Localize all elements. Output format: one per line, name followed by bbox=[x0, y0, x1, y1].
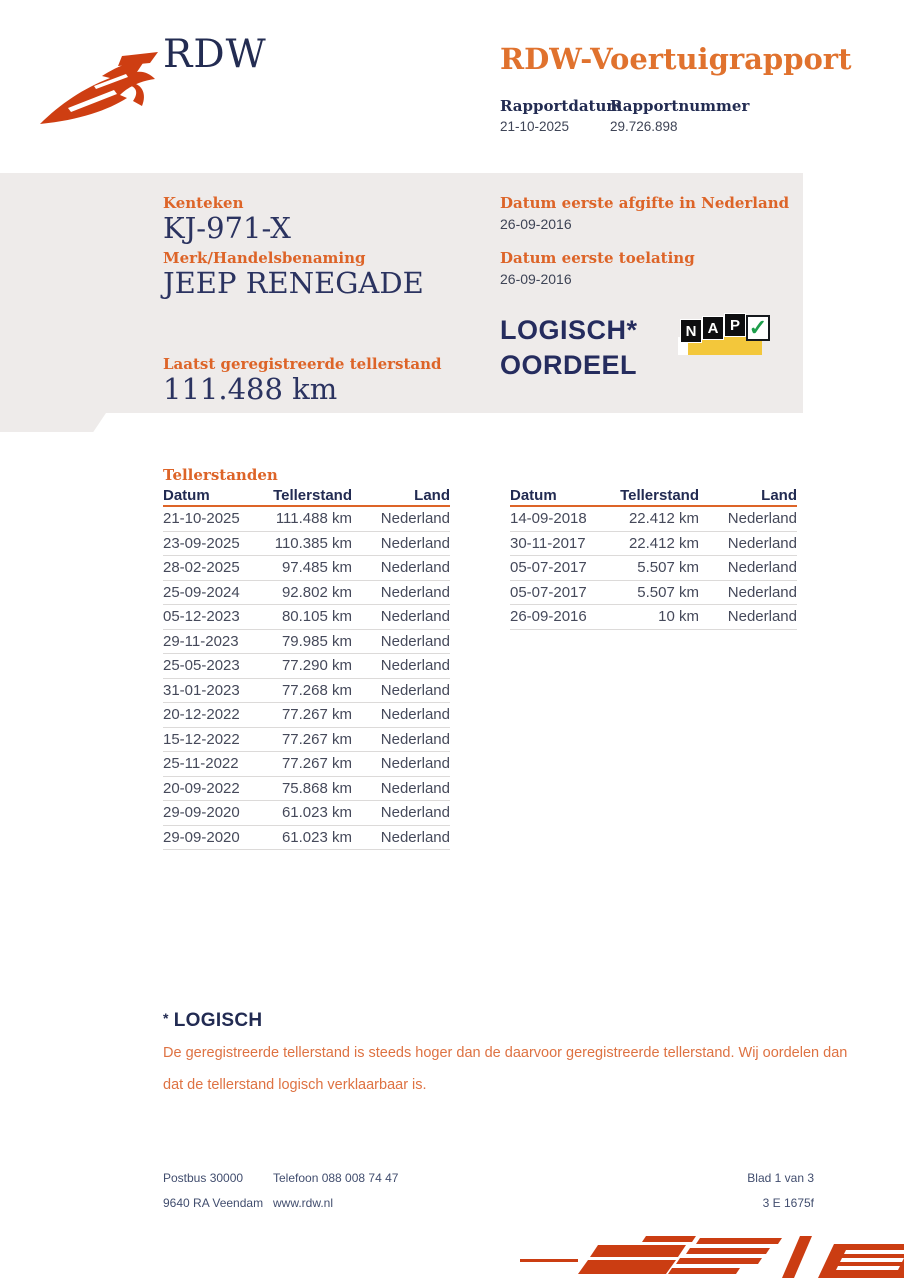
report-date-value: 21-10-2025 bbox=[500, 119, 570, 134]
laatste-tellerstand-value: 111.488 km bbox=[163, 372, 338, 406]
cell-tellerstand: 79.985 km bbox=[281, 632, 352, 650]
nap-letter-p: P bbox=[724, 313, 746, 337]
table-row bbox=[163, 605, 450, 630]
merk-value: JEEP RENEGADE bbox=[163, 266, 424, 300]
cell-datum: 25-09-2024 bbox=[163, 583, 240, 601]
cell-land: Nederland bbox=[727, 583, 797, 601]
header-land: Land bbox=[761, 487, 797, 504]
cell-land: Nederland bbox=[380, 828, 450, 846]
toelating-label: Datum eerste toelating bbox=[500, 249, 695, 267]
cell-tellerstand: 92.802 km bbox=[281, 583, 352, 601]
header-tellerstand: Tellerstand bbox=[273, 487, 352, 504]
table-row bbox=[510, 507, 797, 532]
table-row bbox=[163, 556, 450, 581]
footnote-explanation: De geregistreerde tellerstand is steeds hoger dan de daarvoor geregistreerde tellerstand. Wij oordelen dan dat de tellerstand logisch verklaarbaar is. bbox=[163, 1045, 848, 1093]
cell-land: Nederland bbox=[380, 583, 450, 601]
cell-land: Nederland bbox=[380, 706, 450, 724]
cell-datum: 05-07-2017 bbox=[510, 583, 587, 601]
cell-datum: 20-12-2022 bbox=[163, 706, 240, 724]
cell-datum: 23-09-2025 bbox=[163, 534, 240, 552]
cell-datum: 14-09-2018 bbox=[510, 510, 587, 528]
table-header bbox=[510, 487, 797, 507]
cell-tellerstand: 77.268 km bbox=[281, 681, 352, 699]
cell-land: Nederland bbox=[727, 534, 797, 552]
afgifte-label: Datum eerste afgifte in Nederland bbox=[500, 194, 790, 212]
page-title: RDW-Voertuigrapport bbox=[500, 42, 852, 76]
mileage-table-left bbox=[163, 487, 450, 850]
cell-land: Nederland bbox=[727, 608, 797, 626]
cell-datum: 25-05-2023 bbox=[163, 657, 240, 675]
kenteken-label: Kenteken bbox=[163, 194, 244, 212]
cell-land: Nederland bbox=[727, 510, 797, 528]
header-land: Land bbox=[414, 487, 450, 504]
cell-tellerstand: 61.023 km bbox=[281, 804, 352, 822]
judgment-verdict bbox=[500, 313, 638, 383]
table-row bbox=[510, 556, 797, 581]
cell-tellerstand: 75.868 km bbox=[281, 779, 352, 797]
cell-datum: 20-09-2022 bbox=[163, 779, 240, 797]
cell-datum: 15-12-2022 bbox=[163, 730, 240, 748]
cell-land: Nederland bbox=[380, 681, 450, 699]
rdw-wordmark: RDW bbox=[163, 32, 267, 77]
table-row bbox=[510, 605, 797, 630]
merk-label: Merk/Handelsbenaming bbox=[163, 249, 366, 267]
table-row bbox=[163, 728, 450, 753]
cell-land: Nederland bbox=[380, 657, 450, 675]
header-datum: Datum bbox=[163, 487, 210, 504]
footnote-asterisk: * bbox=[163, 1010, 169, 1026]
cell-datum: 25-11-2022 bbox=[163, 755, 239, 773]
cell-tellerstand: 80.105 km bbox=[281, 608, 352, 626]
nap-logo bbox=[678, 310, 774, 356]
table-row bbox=[163, 752, 450, 777]
toelating-value: 26-09-2016 bbox=[500, 271, 572, 287]
tellerstanden-section-title: Tellerstanden bbox=[163, 466, 278, 484]
cell-tellerstand: 110.385 km bbox=[274, 534, 352, 552]
cell-land: Nederland bbox=[727, 559, 797, 577]
cell-tellerstand: 77.267 km bbox=[281, 755, 352, 773]
judgment-line-2: OORDEEL bbox=[500, 350, 638, 380]
cell-datum: 31-01-2023 bbox=[163, 681, 240, 699]
cell-tellerstand: 77.267 km bbox=[281, 730, 352, 748]
table-row bbox=[163, 801, 450, 826]
table-row bbox=[163, 630, 450, 655]
table-row bbox=[163, 532, 450, 557]
cell-tellerstand: 22.412 km bbox=[628, 534, 699, 552]
cell-tellerstand: 5.507 km bbox=[637, 583, 699, 601]
footer-page-number: Blad 1 van 3 bbox=[747, 1171, 814, 1185]
cell-datum: 21-10-2025 bbox=[163, 510, 240, 528]
kenteken-value: KJ-971-X bbox=[163, 211, 291, 245]
cell-datum: 29-09-2020 bbox=[163, 804, 240, 822]
footer-website-link[interactable]: www.rdw.nl bbox=[273, 1196, 334, 1210]
report-number-label: Rapportnummer bbox=[610, 97, 750, 115]
table-row bbox=[163, 703, 450, 728]
cell-tellerstand: 111.488 km bbox=[275, 510, 352, 528]
cell-tellerstand: 22.412 km bbox=[628, 510, 699, 528]
report-number-value: 29.726.898 bbox=[610, 119, 678, 134]
cell-tellerstand: 77.267 km bbox=[281, 706, 352, 724]
footer-address-line2: 9640 RA Veendam bbox=[163, 1196, 264, 1210]
cell-land: Nederland bbox=[380, 779, 450, 797]
table-row bbox=[163, 581, 450, 606]
table-header bbox=[163, 487, 450, 507]
cell-land: Nederland bbox=[380, 608, 450, 626]
cell-land: Nederland bbox=[380, 510, 450, 528]
cell-land: Nederland bbox=[380, 559, 450, 577]
footnote-title bbox=[163, 1010, 262, 1032]
cell-datum: 28-02-2025 bbox=[163, 559, 240, 577]
cell-tellerstand: 10 km bbox=[658, 608, 699, 626]
panel-corner-tab bbox=[0, 413, 106, 432]
mileage-table-right bbox=[510, 487, 797, 630]
table-row bbox=[163, 826, 450, 851]
laatste-tellerstand-label: Laatst geregistreerde tellerstand bbox=[163, 355, 442, 373]
cell-tellerstand: 61.023 km bbox=[281, 828, 352, 846]
cell-datum: 29-09-2020 bbox=[163, 828, 240, 846]
judgment-line-1: LOGISCH* bbox=[500, 315, 638, 345]
header-tellerstand: Tellerstand bbox=[620, 487, 699, 504]
afgifte-value: 26-09-2016 bbox=[500, 216, 572, 232]
footer-stripes-graphic bbox=[520, 1236, 904, 1280]
cell-datum: 26-09-2016 bbox=[510, 608, 587, 626]
nap-checkmark-icon: ✓ bbox=[746, 315, 770, 341]
table-row bbox=[510, 581, 797, 606]
table-row bbox=[510, 532, 797, 557]
cell-land: Nederland bbox=[380, 804, 450, 822]
cell-datum: 30-11-2017 bbox=[510, 534, 586, 552]
cell-land: Nederland bbox=[380, 632, 450, 650]
cell-tellerstand: 5.507 km bbox=[637, 559, 699, 577]
footer-phone: Telefoon 088 008 74 47 bbox=[273, 1171, 399, 1185]
cell-tellerstand: 97.485 km bbox=[281, 559, 352, 577]
cell-land: Nederland bbox=[380, 755, 450, 773]
cell-tellerstand: 77.290 km bbox=[281, 657, 352, 675]
rdw-feather-logo-icon bbox=[34, 50, 162, 132]
table-row bbox=[163, 654, 450, 679]
nap-letter-n: N bbox=[680, 319, 702, 343]
table-row bbox=[163, 777, 450, 802]
cell-land: Nederland bbox=[380, 730, 450, 748]
report-date-label: Rapportdatum bbox=[500, 97, 623, 115]
footnote-title-text: LOGISCH bbox=[173, 1010, 263, 1031]
cell-datum: 05-12-2023 bbox=[163, 608, 240, 626]
cell-datum: 05-07-2017 bbox=[510, 559, 587, 577]
footer-doc-code: 3 E 1675f bbox=[762, 1196, 814, 1210]
footer-address-line1: Postbus 30000 bbox=[163, 1171, 244, 1185]
table-row bbox=[163, 679, 450, 704]
nap-letter-a: A bbox=[702, 316, 724, 340]
cell-datum: 29-11-2023 bbox=[163, 632, 239, 650]
cell-land: Nederland bbox=[380, 534, 450, 552]
table-row bbox=[163, 507, 450, 532]
header-datum: Datum bbox=[510, 487, 557, 504]
